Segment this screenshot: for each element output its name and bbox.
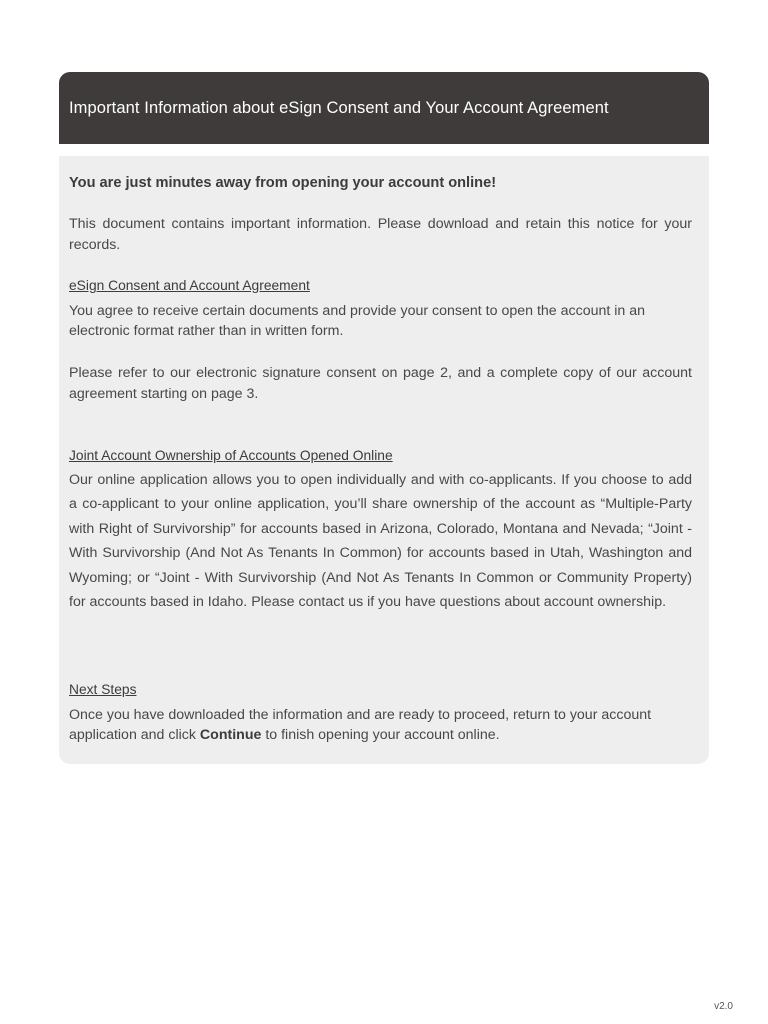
esign-section-title: eSign Consent and Account Agreement	[69, 278, 310, 293]
esign-section	[69, 276, 692, 342]
next-steps-text-start: Once you have downloaded the information and are ready to proceed, return to your account application and click	[69, 706, 652, 743]
intro-headline: You are just minutes away from opening your account online!	[69, 175, 497, 191]
continue-emphasis: Continue	[199, 727, 262, 743]
next-steps-section	[69, 680, 692, 746]
joint-section	[69, 446, 692, 615]
esign-refer-text: Please refer to our electronic signature consent on page 2, and a complete copy of our account agreement starting on page 3.	[69, 365, 692, 402]
joint-section-body: Our online application allows you to open individually and with co-applicants. If you choose to add a co-applicant to your online application, you’ll share ownership of the account as “Multiple-Party with Right of Survivorship” for accounts based in Arizona, Colorado, Montana and Nevada; “Joint - With Survivorship (And Not As Tenants In Common) for accounts based in Utah, Washington and Wyoming; or “Joint - With Survivorship (And Not As Tenants In Common or Community Property) for accounts based in Idaho. Please contact us if you have questions about account ownership.	[69, 471, 692, 611]
content-panel	[59, 156, 709, 764]
next-steps-title: Next Steps	[69, 682, 137, 697]
intro-notice: This document contains important information. Please download and retain this notice for your records.	[69, 216, 692, 253]
version-label: v2.0	[714, 1001, 733, 1012]
next-steps-body	[69, 705, 692, 746]
joint-section-title: Joint Account Ownership of Accounts Opened Online	[69, 448, 393, 463]
esign-section-body: You agree to receive certain documents and provide your consent to open the account in an electronic format rather than in written form.	[69, 302, 646, 339]
next-steps-text-end: to finish opening your account online.	[261, 727, 500, 743]
document-header	[59, 72, 709, 144]
page-title: Important Information about eSign Consent and Your Account Agreement	[69, 98, 609, 117]
